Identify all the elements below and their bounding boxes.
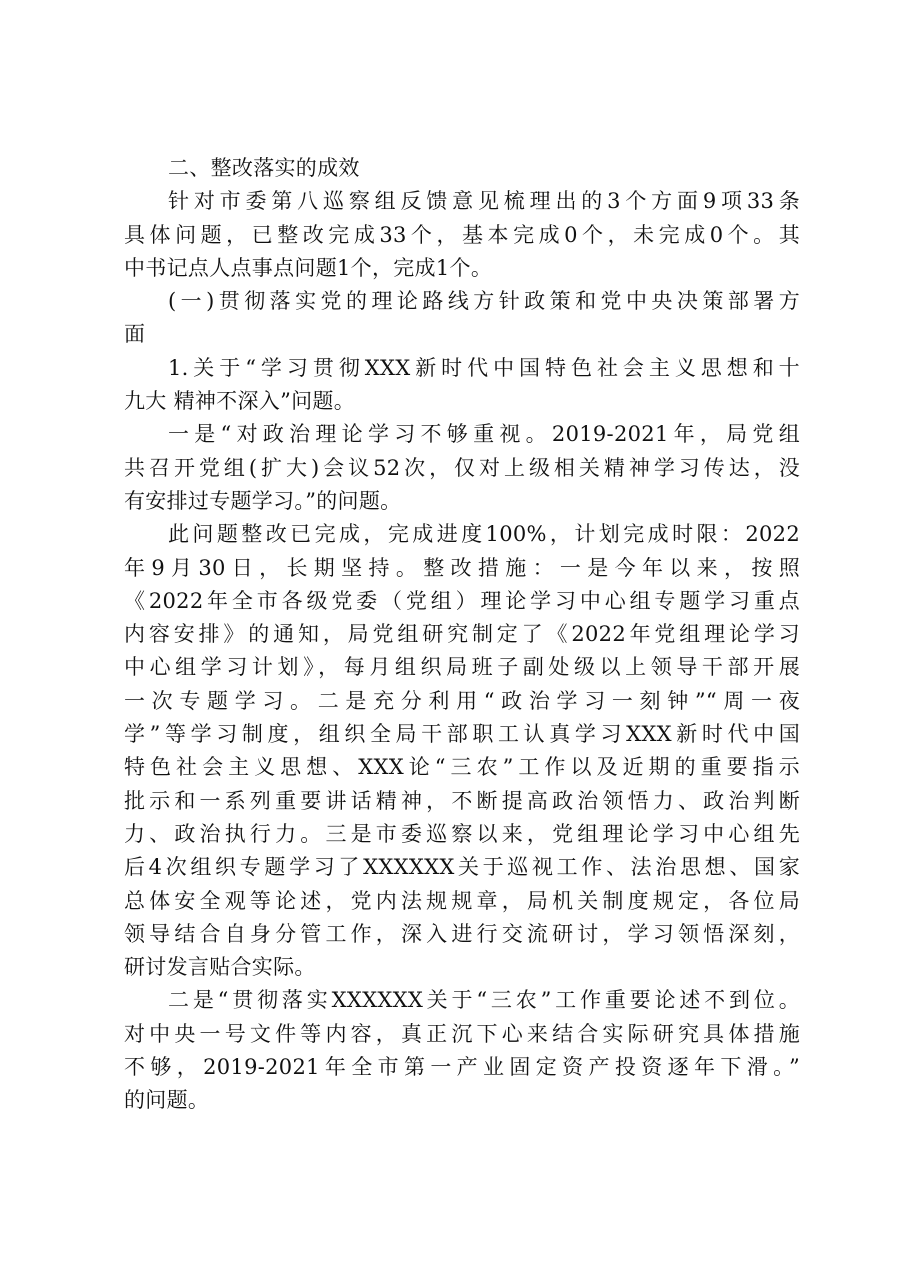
- subsection-heading: (一)贯彻落实党的理论路线方针政策和党中央决策部署方: [168, 289, 800, 314]
- section-heading: 二、整改落实的成效: [168, 156, 360, 180]
- paragraph-line: 具体问题，已整改完成33个，基本完成0个，未完成0个。其: [124, 222, 800, 247]
- paragraph-line: 中书记点人点事点问题1个，完成1个。: [124, 255, 493, 280]
- paragraph-line: 学”等学习制度，组织全局干部职工认真学习XXX新时代中国: [124, 722, 800, 747]
- paragraph-line: 力、政治执行力。三是市委巡察以来，党组理论学习中心组先: [124, 821, 800, 846]
- paragraph-line: 对中央一号文件等内容，真正沉下心来结合实际研究具体措施: [124, 1021, 800, 1046]
- paragraph-line: 不够，2019-2021年全市第一产业固定资产投资逐年下滑。”: [124, 1055, 800, 1080]
- paragraph-line: 此问题整改已完成，完成进度100%，计划完成时限：2022: [168, 522, 800, 547]
- paragraph-line: 有安排过专题学习。”的问题。: [124, 488, 402, 513]
- paragraph-line: 特色社会主义思想、XXX论“三农”工作以及近期的重要指示: [124, 755, 800, 780]
- subsection-heading: 面: [124, 322, 146, 347]
- paragraph-line: 年9月30日，长期坚持。整改措施：一是今年以来，按照: [124, 555, 800, 580]
- paragraph-line: 一次专题学习。二是充分利用“政治学习一刻钟”“周一夜: [124, 688, 800, 713]
- paragraph-line: 后4次组织专题学习了XXXXXX关于巡视工作、法治思想、国家: [124, 855, 800, 880]
- paragraph-line: 领导结合自身分管工作，深入进行交流研讨，学习领悟深刻，: [124, 921, 800, 946]
- paragraph-line: 总体安全观等论述，党内法规规章，局机关制度规定，各位局: [124, 888, 800, 913]
- item-heading: 九大 精神不深入”问题。: [124, 389, 356, 414]
- item-heading: 1.关于“学习贯彻XXX新时代中国特色社会主义思想和十: [168, 355, 800, 380]
- document-body: [124, 152, 800, 1118]
- paragraph-line: 二是“贯彻落实XXXXXX关于“三农”工作重要论述不到位。: [168, 988, 800, 1013]
- paragraph-line: 研讨发言贴合实际。: [124, 955, 316, 980]
- paragraph-line: 内容安排》的通知，局党组研究制定了《2022年党组理论学习: [124, 622, 800, 647]
- paragraph-line: 针对市委第八巡察组反馈意见梳理出的3个方面9项33条: [168, 189, 800, 214]
- paragraph-line: 批示和一系列重要讲话精神，不断提高政治领悟力、政治判断: [124, 788, 800, 813]
- paragraph-line: 一是“对政治理论学习不够重视。2019-2021年，局党组: [168, 422, 800, 447]
- paragraph-line: 共召开党组(扩大)会议52次，仅对上级相关精神学习传达，没: [124, 455, 800, 480]
- paragraph-line: 的问题。: [124, 1088, 210, 1113]
- paragraph-line: 《2022年全市各级党委（党组）理论学习中心组专题学习重点: [124, 588, 800, 613]
- paragraph-line: 中心组学习计划》，每月组织局班子副处级以上领导干部开展: [124, 655, 800, 680]
